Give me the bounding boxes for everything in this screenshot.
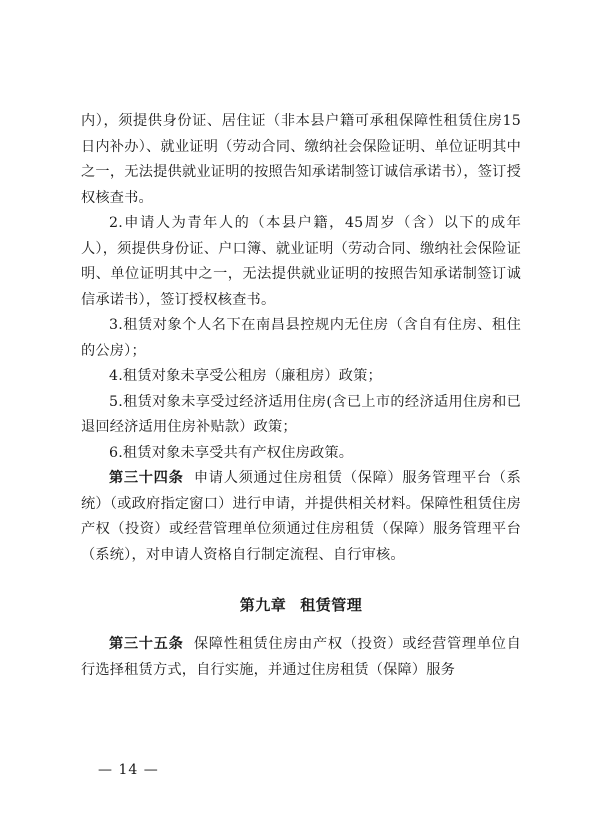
article-34-number: 第三十四条 xyxy=(109,470,184,486)
paragraph-continuation: 内），须提供身份证、居住证（非本县户籍可承租保障性租赁住房15日内补办）、就业证明（劳动合同、缴纳社会保险证明、单位证明其中之一，无法提供就业证明的按照告知承诺制签订诚信承诺书），签订授权核查书。 xyxy=(81,113,521,206)
paragraph-item-4: 4.租赁对象未享受公租房（廉租房）政策； xyxy=(109,368,382,384)
article-35-number: 第三十五条 xyxy=(109,636,184,652)
chapter-title: 租赁管理 xyxy=(300,596,363,614)
article-34-text: 申请人须通过住房租赁（保障）服务管理平台（系统）（或政府指定窗口）进行申请，并提供相关材料。保障性租赁住房产权（投资）或经营管理单位须通过住房租赁（保障）服务管理平台（系统），对申请人资格自行制定流程、自行审核。 xyxy=(81,470,522,563)
paragraph-item-2: 2.申请人为青年人的（本县户籍，45周岁（含）以下的成年人），须提供身份证、户口簿、就业证明（劳动合同、缴纳社会保险证明、单位证明其中之一，无法提供就业证明的按照告知承诺制签订诚信承诺书），签订授权核查书。 xyxy=(81,215,521,308)
page-number: — 14 — xyxy=(98,762,159,778)
chapter-heading xyxy=(81,594,521,616)
paragraph-item-5: 5.租赁对象未享受过经济适用住房(含已上市的经济适用住房和已退回经济适用住房补贴款）政策； xyxy=(81,393,521,435)
article-35 xyxy=(81,632,521,683)
article-34 xyxy=(81,466,521,568)
paragraph-item-3: 3.租赁对象个人名下在南昌县控规内无住房（含自有住房、租住的公房）； xyxy=(81,317,521,359)
document-body xyxy=(81,109,521,683)
chapter-number: 第九章 xyxy=(239,596,287,614)
paragraph-item-6: 6.租赁对象未享受共有产权住房政策。 xyxy=(109,444,354,461)
article-35-text: 保障性租赁住房由产权（投资）或经营管理单位自行选择租赁方式，自行实施，并通过住房租赁（保障）服务 xyxy=(81,636,522,678)
